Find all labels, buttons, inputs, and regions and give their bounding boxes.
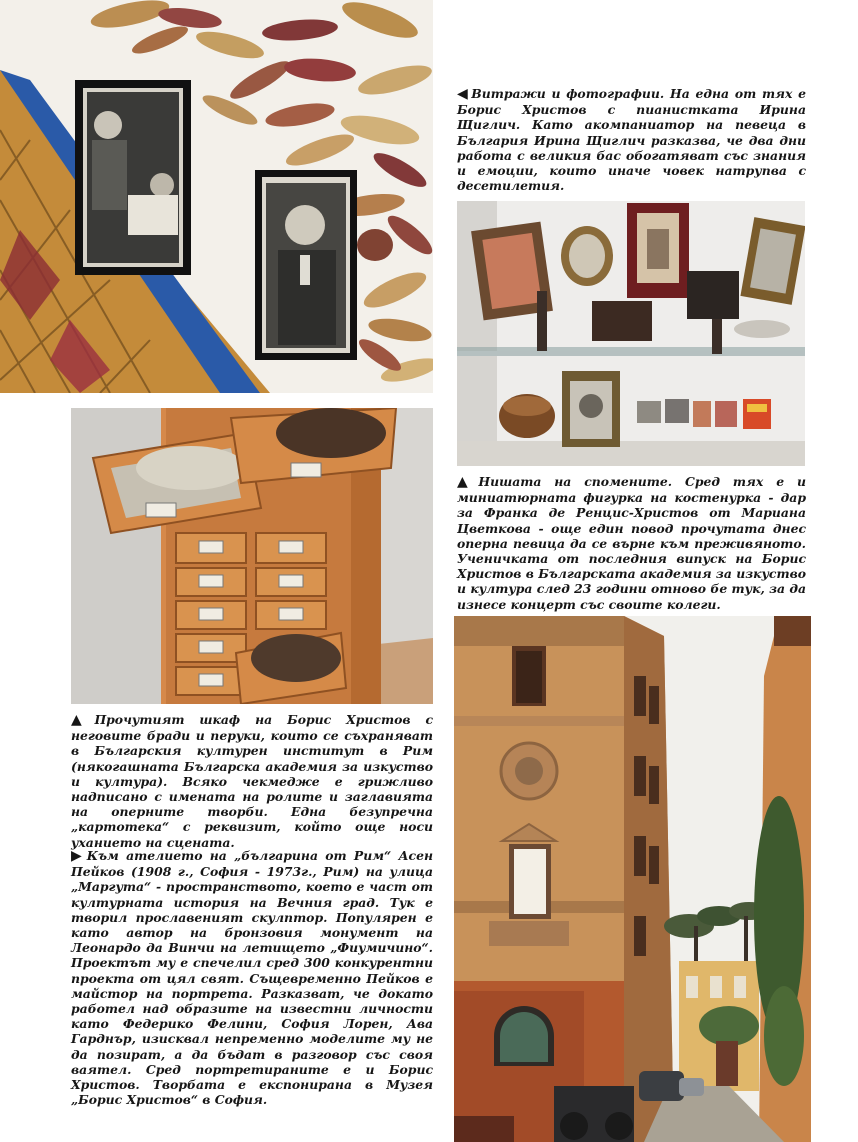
- caption-atelier-text: Към ателието на „българина от Рим“ Асен Пейков (1908 г., София - 1973г., Рим) на улица „Маргута“ - пространството, което е част от културната история на Вечния град. Тук е творил прославеният скулптор. Популярен е като автор на бронзовия монумент на Леонардо да Винчи на летището „Фиумичино“. Проектът му е спечелил сред 300 конкурентни проекта от цял свят. Същевременно Пейков е майстор на портрета. Разказват, че докато работел над образите на известни личности като Федерико Фелини, София Лорен, Ава Гарднър, изисквал непременно моделите му не да позират, а да бъдат в разговор със своя ваятел. Сред портретираните е и Борис Христов. Творбата е експонирана в Музея „Борис Христов“ в София.: [71, 848, 433, 1108]
- photo-memory-niche: [457, 201, 805, 466]
- right-triangle-icon: ▶: [71, 848, 85, 864]
- caption-stained-glass: [457, 86, 806, 193]
- up-triangle-icon: ▲: [71, 712, 93, 728]
- left-triangle-icon: ◀: [457, 86, 470, 102]
- caption-wig-cabinet-text: Прочутият шкаф на Борис Христов с неговите бради и перуки, които се съхраняват в Българския културен институт в Рим (някогашната Българска академия за изкуство и култура). Всяко чекмедже е грижливо надписано с имената на ролите и заглавията на оперните творби. Една безупречна „картотека“ с реквизит, който още носи уханието на сцената.: [71, 712, 433, 850]
- caption-wig-cabinet: [71, 712, 433, 850]
- caption-memory-niche-text: Нишата на спомените. Сред тях е и миниатюрната фигурка на костенурка - дар за Франка де Ренцис-Христов от Мариана Цветкова - още един повод прочутата днес оперна певица да се върне към преживяното. Ученичката от последния випуск на Борис Христов в Българската академия за изкуство и култура след 23 години отново бе тук, за да изнесе концерт със своите колеги.: [457, 474, 806, 612]
- photo-stained-glass: [0, 0, 433, 393]
- caption-memory-niche: [457, 474, 806, 612]
- caption-stained-glass-text: Витражи и фотографии. На една от тях е Борис Христов с пианистката Ирина Щиглич. Като акомпаниатор на певеца в България Ирина Щиглич разказва, че два дни работа с великия бас обогатяват със знания и емоции, които иначе човек натрупва с десетилетия.: [457, 86, 806, 194]
- caption-atelier: [71, 848, 433, 1107]
- photo-via-margutta: [454, 616, 811, 1142]
- up-triangle-icon: ▲: [457, 474, 477, 490]
- photo-wig-cabinet: [71, 408, 433, 704]
